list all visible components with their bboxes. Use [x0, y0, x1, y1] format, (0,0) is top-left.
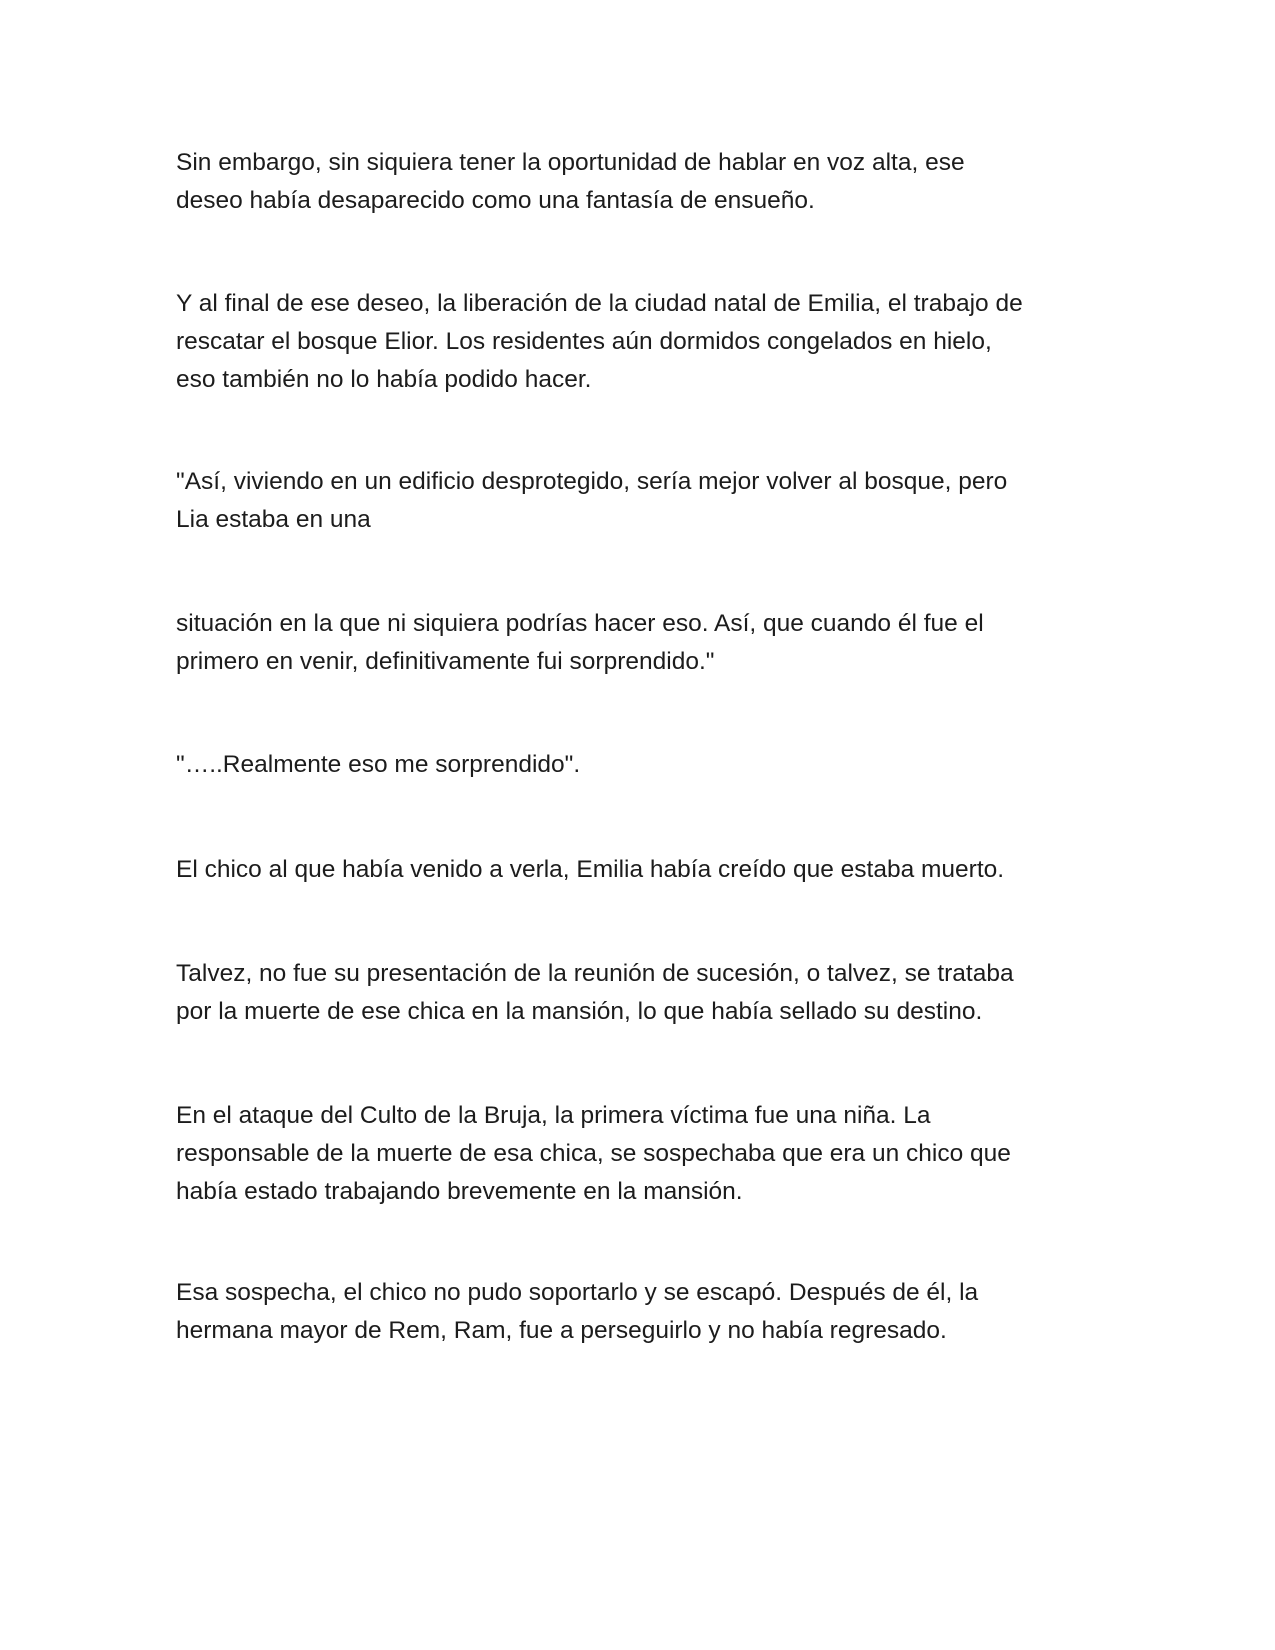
- paragraph-line: rescatar el bosque Elior. Los residentes aún dormidos congelados en hielo,: [176, 328, 992, 355]
- paragraph-7: [176, 955, 1096, 1031]
- paragraph-line: El chico al que había venido a verla, Emilia había creído que estaba muerto.: [176, 856, 1005, 883]
- paragraph-line: deseo había desaparecido como una fantasía de ensueño.: [176, 187, 815, 214]
- paragraph-line: Lia estaba en una: [176, 506, 371, 533]
- paragraph-line: eso también no lo había podido hacer.: [176, 366, 592, 393]
- paragraph-8: [176, 1097, 1096, 1211]
- paragraph-2: [176, 285, 1096, 399]
- paragraph-line: "Así, viviendo en un edificio desprotegido, sería mejor volver al bosque, pero: [176, 468, 1008, 495]
- paragraph-line: había estado trabajando brevemente en la mansión.: [176, 1178, 743, 1205]
- paragraph-line: hermana mayor de Rem, Ram, fue a perseguirlo y no había regresado.: [176, 1317, 947, 1344]
- paragraph-6: [176, 851, 1096, 889]
- paragraph-line: "…..Realmente eso me sorprendido".: [176, 751, 581, 778]
- paragraph-5: [176, 746, 1096, 784]
- paragraph-line: por la muerte de ese chica en la mansión, lo que había sellado su destino.: [176, 998, 983, 1025]
- paragraph-line: responsable de la muerte de esa chica, se sospechaba que era un chico que: [176, 1140, 1011, 1167]
- paragraph-4: [176, 605, 1096, 681]
- paragraph-line: Y al final de ese deseo, la liberación de la ciudad natal de Emilia, el trabajo de: [176, 290, 1023, 317]
- paragraph-line: En el ataque del Culto de la Bruja, la primera víctima fue una niña. La: [176, 1102, 931, 1129]
- paragraph-line: Talvez, no fue su presentación de la reunión de sucesión, o talvez, se trataba: [176, 960, 1014, 987]
- paragraph-line: primero en venir, definitivamente fui sorprendido.": [176, 648, 715, 675]
- paragraph-9: [176, 1274, 1096, 1350]
- paragraph-1: [176, 144, 1096, 220]
- paragraph-line: Esa sospecha, el chico no pudo soportarlo y se escapó. Después de él, la: [176, 1279, 979, 1306]
- paragraph-line: Sin embargo, sin siquiera tener la oportunidad de hablar en voz alta, ese: [176, 149, 965, 176]
- paragraph-3: [176, 463, 1096, 539]
- paragraph-line: situación en la que ni siquiera podrías hacer eso. Así, que cuando él fue el: [176, 610, 984, 637]
